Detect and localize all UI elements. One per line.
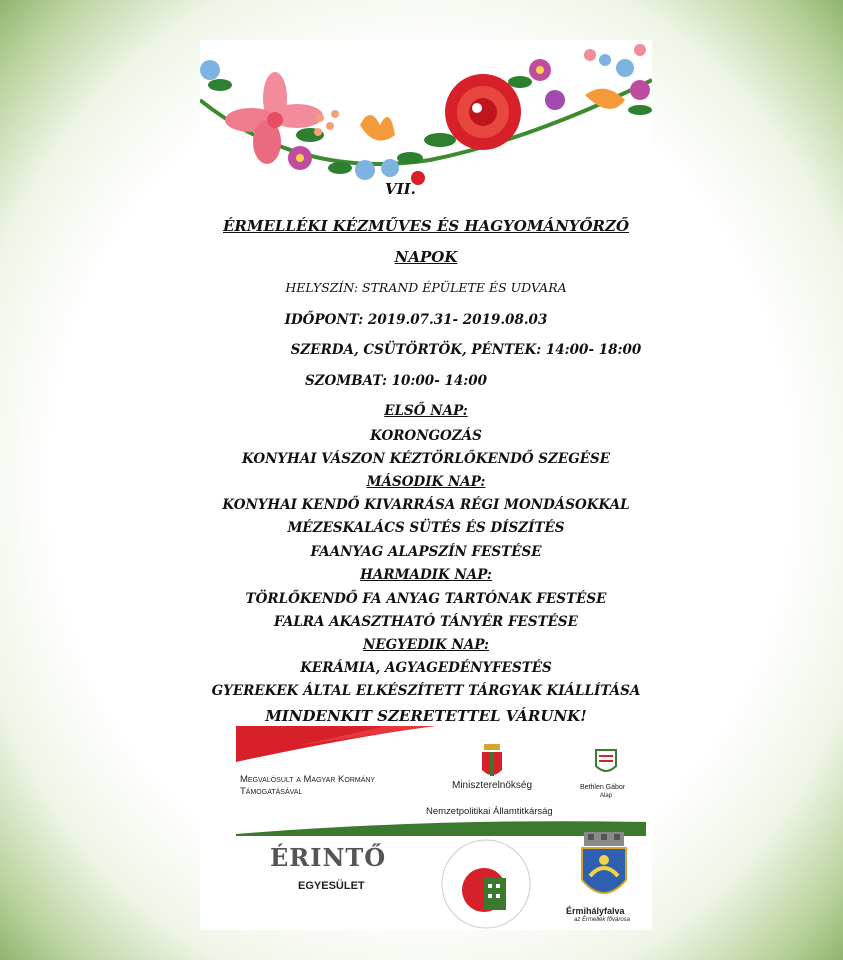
event-hours-saturday: SZOMBAT: 10:00- 14:00 <box>304 373 488 389</box>
support-text-line1: Megvalósult a Magyar Kormány <box>240 774 376 785</box>
bethlen-subtitle: Alap <box>600 793 613 799</box>
day-item: KONYHAI VÁSZON KÉZTÖRLŐKENDŐ SZEGÉSE <box>241 451 611 467</box>
edition-number: VII. <box>385 180 416 198</box>
bethlen-name: Bethlen Gábor <box>580 784 626 791</box>
closing-message: MINDENKIT SZERETETTEL VÁRUNK! <box>265 707 587 725</box>
event-location: HELYSZÍN: STRAND ÉPÜLETE ÉS UDVARA <box>285 280 567 295</box>
event-title-line1: ÉRMELLÉKI KÉZMŰVES ÉS HAGYOMÁNYŐRZŐ <box>222 217 630 235</box>
support-text-line2: Támogatásával <box>240 786 303 797</box>
event-date: IDŐPONT: 2019.07.31- 2019.08.03 <box>284 312 548 328</box>
day-item: FAANYAG ALAPSZÍN FESTÉSE <box>310 544 542 560</box>
event-hours-weekday: SZERDA, CSÜTÖRTÖK, PÉNTEK: 14:00- 18:00 <box>290 342 642 358</box>
government-banner-swoosh <box>236 726 646 766</box>
day-item: FALRA AKASZTHATÓ TÁNYÉR FESTÉSE <box>274 614 578 630</box>
day-item: KONYHAI KENDŐ KIVARRÁSA RÉGI MONDÁSOKKAL <box>222 497 630 513</box>
day-item: GYEREKEK ÁLTAL ELKÉSZÍTETT TÁRGYAK KIÁLLÍTÁSA <box>211 683 641 699</box>
floral-wreath-illustration <box>200 40 652 190</box>
town-name: Érmihályfalva <box>566 906 625 916</box>
event-title-line2: NAPOK <box>394 248 458 266</box>
erinto-logo-text: ÉRINTŐ <box>270 843 387 872</box>
day-heading: MÁSODIK NAP: <box>366 474 486 490</box>
day-item: KORONGOZÁS <box>370 428 482 444</box>
ministry-name: Miniszterelnökség <box>452 780 533 791</box>
day-item: KERÁMIA, AGYAGEDÉNYFESTÉS <box>300 660 552 676</box>
council-logo-icon <box>440 838 532 930</box>
day-item: TÖRLŐKENDŐ FA ANYAG TARTÓNAK FESTÉSE <box>245 591 607 607</box>
hungarian-coat-of-arms-icon <box>480 742 504 782</box>
day-heading: NEGYEDIK NAP: <box>362 637 489 653</box>
day-item: MÉZESKALÁCS SÜTÉS ÉS DÍSZÍTÉS <box>287 520 565 536</box>
bethlen-gabor-logo-icon <box>594 748 618 778</box>
town-subtitle: az Érmellék fővárosa <box>574 917 631 923</box>
erinto-subtitle: EGYESÜLET <box>298 880 365 892</box>
town-coat-of-arms-icon <box>578 830 630 910</box>
state-secretariat-name: Nemzetpolitikai Államtitkárság <box>426 806 553 817</box>
day-heading: ELSŐ NAP: <box>384 403 468 419</box>
day-heading: HARMADIK NAP: <box>360 567 492 583</box>
